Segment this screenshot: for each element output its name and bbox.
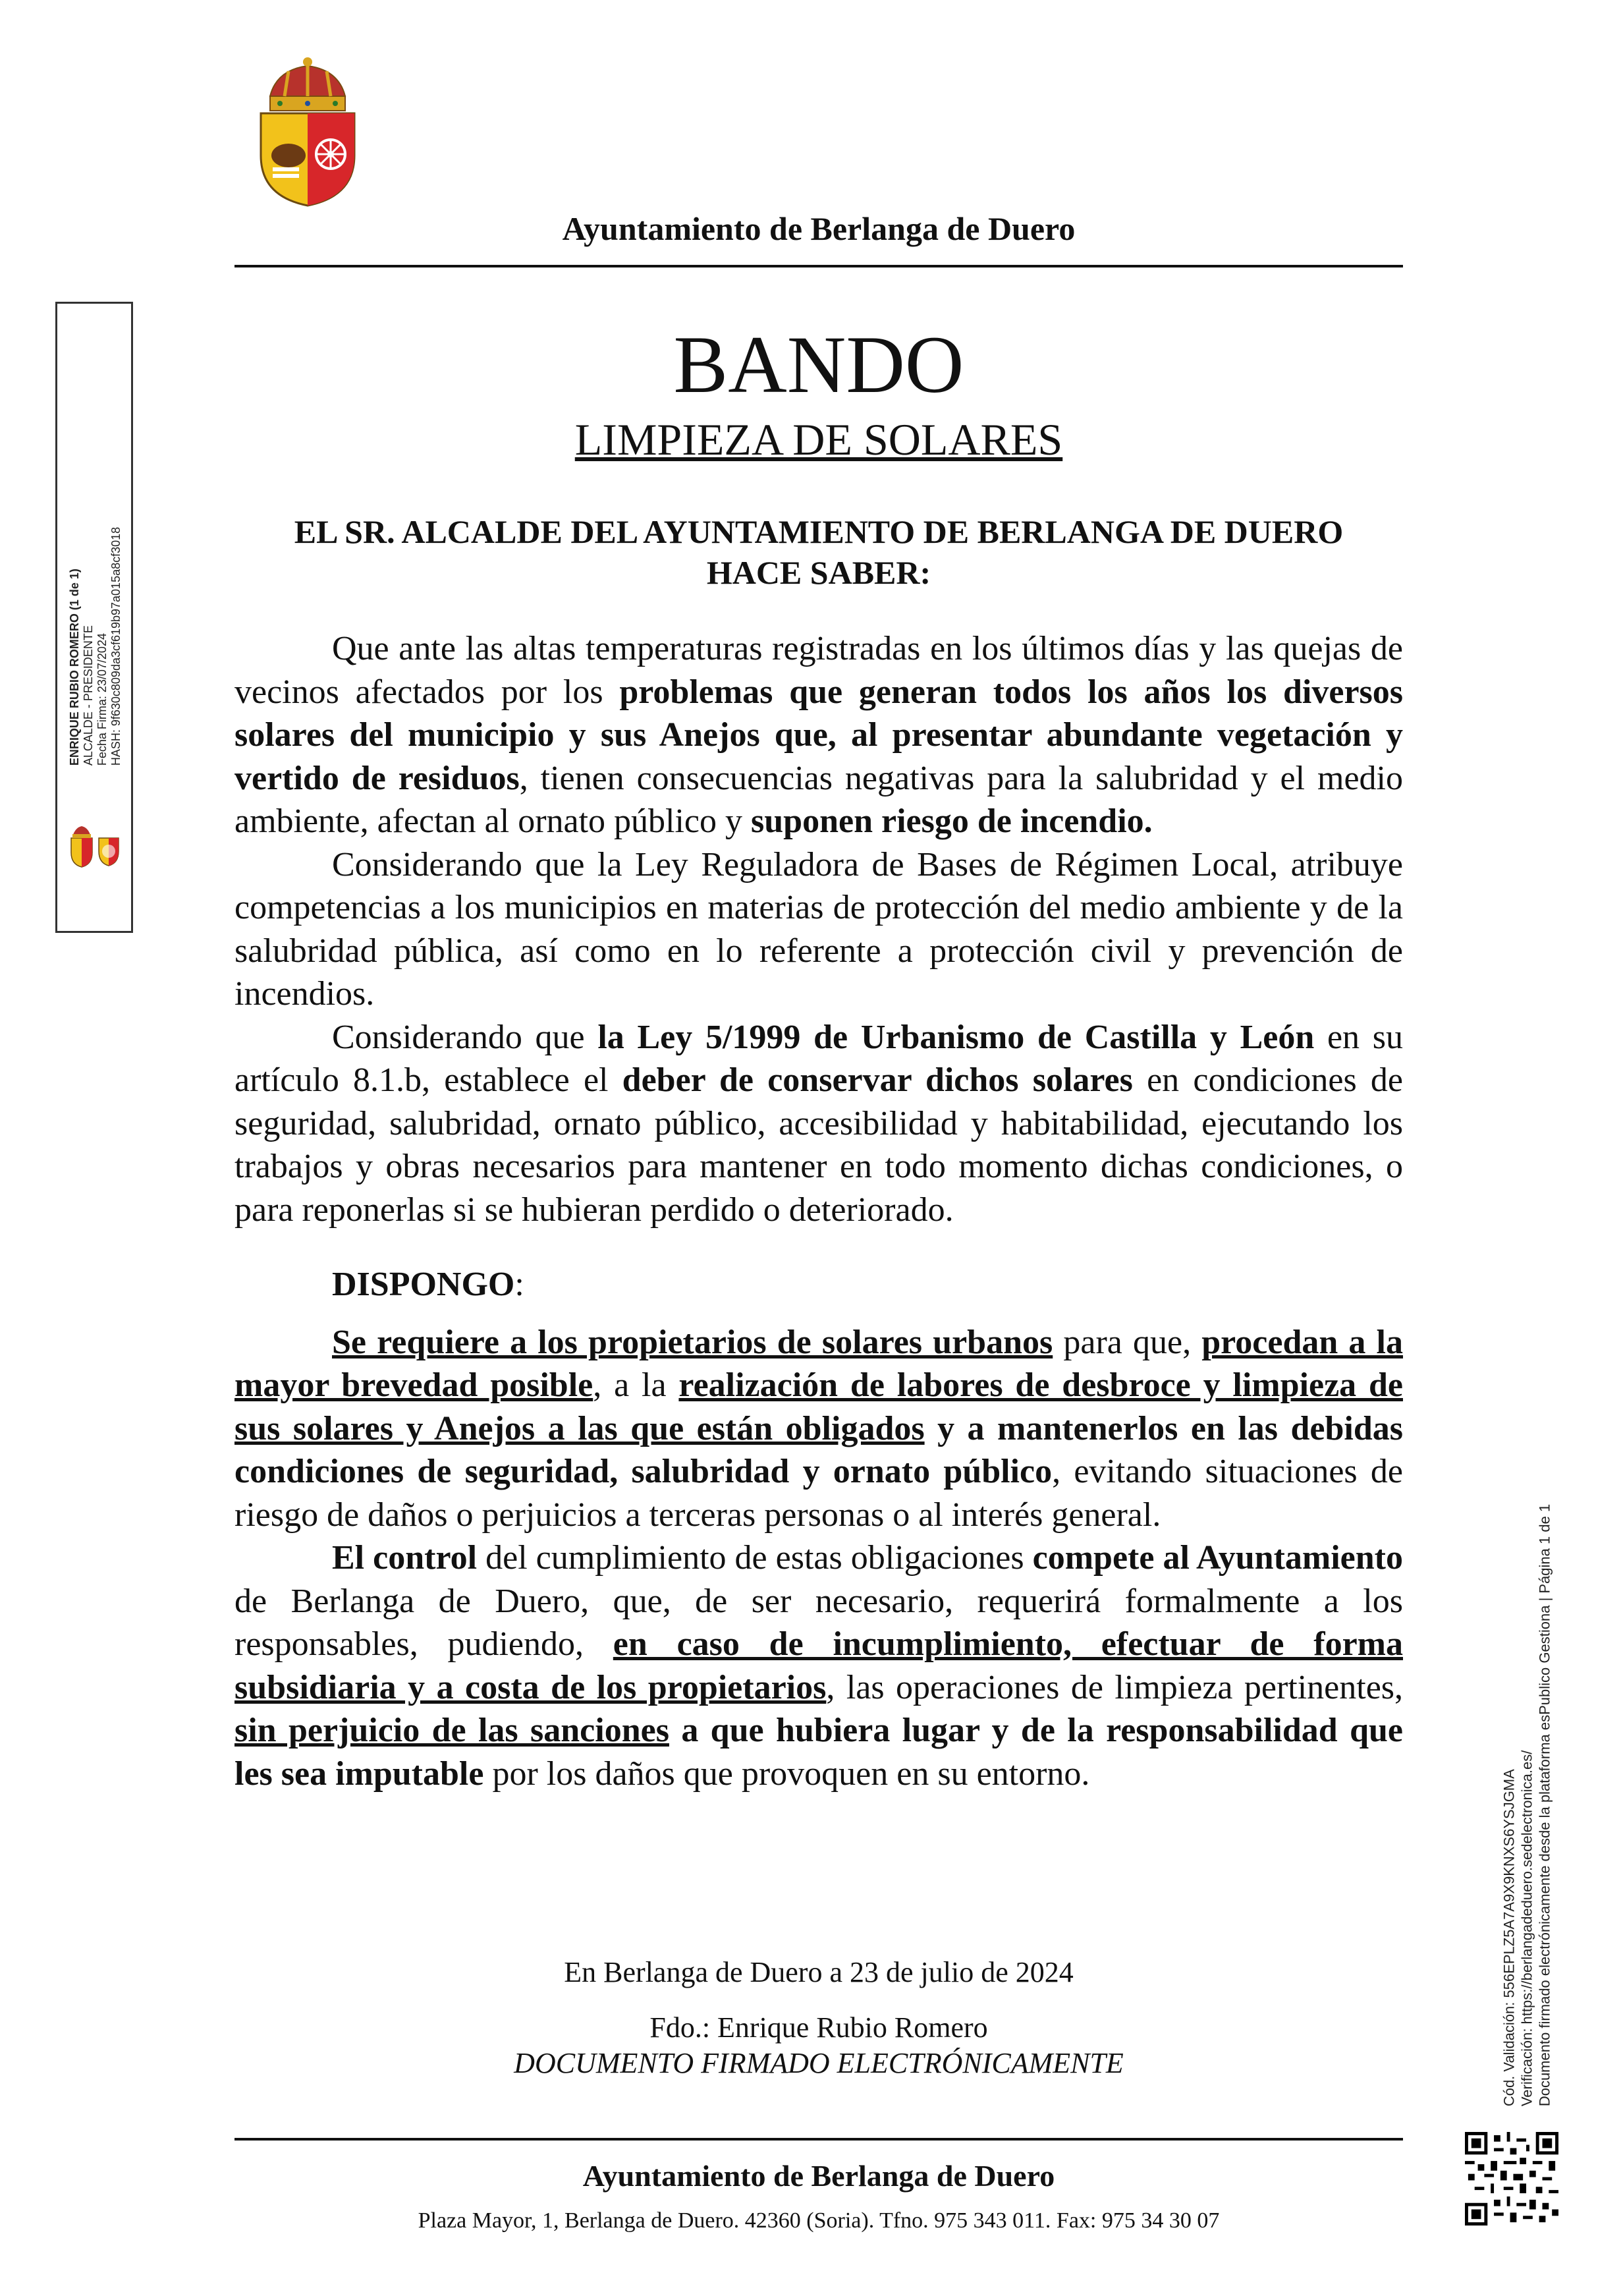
announcement-heading xyxy=(234,511,1403,593)
stamp-coat-of-arms-icon xyxy=(66,824,123,868)
p3-bold-1: la Ley 5/1999 de Urbanismo de Castilla y León xyxy=(597,1018,1315,1056)
validation-code: Cód. Validación: 556EPLZ5A7A9X9KNXS6YSJGMA xyxy=(1500,1769,1518,2107)
paragraph-4 xyxy=(234,1321,1403,1537)
validation-url[interactable]: Verificación: https://berlangadeduero.sedelectronica.es/ xyxy=(1518,1750,1535,2107)
p5-bold-underline-1: en caso de incumplimiento, efectuar de forma subsidiaria y a costa de los propietarios xyxy=(234,1625,1403,1706)
p5-bold-2: compete al Ayuntamiento xyxy=(1032,1539,1403,1577)
stamp-sign-date: Fecha Firma: 23/07/2024 xyxy=(96,633,109,766)
dispongo-colon: : xyxy=(514,1266,524,1303)
p5-bold-3: a que hubiera lugar y de la responsabilidad que les sea imputable xyxy=(234,1712,1404,1793)
date-line: En Berlanga de Duero a 23 de julio de 2024 xyxy=(564,1956,1074,1988)
paragraph-1 xyxy=(234,627,1403,843)
signature-stamp-text xyxy=(68,527,123,766)
document-subtitle: LIMPIEZA DE SOLARES xyxy=(574,414,1063,464)
validation-strip xyxy=(1500,1504,1554,2106)
announcement-line-1: EL SR. ALCALDE DEL AYUNTAMIENTO DE BERLANGA DE DUERO xyxy=(294,513,1344,550)
paragraph-3 xyxy=(234,1016,1403,1232)
p3-text-2: en su artículo 8.1.b, establece el xyxy=(234,1018,1403,1099)
dispongo-heading xyxy=(234,1263,1403,1306)
footer-divider xyxy=(234,2138,1403,2141)
p4-bold-1: y a mantenerlos en las debidas condiciones de seguridad, salubridad y ornato público xyxy=(234,1409,1403,1490)
paragraph-5 xyxy=(234,1536,1403,1795)
signer-line: Fdo.: Enrique Rubio Romero xyxy=(649,2011,988,2044)
p5-text-1: del cumplimiento de estas obligaciones xyxy=(477,1539,1033,1577)
p4-text-3: , evitando situaciones de riesgo de daños o perjuicios a terceras personas o al interés general. xyxy=(234,1453,1403,1534)
p5-text-3: , las operaciones de limpieza pertinentes, xyxy=(826,1668,1404,1706)
document-title: BANDO xyxy=(673,320,964,410)
p4-text-2: , a la xyxy=(593,1366,679,1404)
p5-text-2: de Berlanga de Duero, que, de ser necesario, requerirá formalmente a los responsables, pudiendo, xyxy=(234,1582,1403,1663)
stamp-signer-role: ALCALDE - PRESIDENTE xyxy=(82,625,95,766)
p4-bold-underline-1: Se requiere a los propietarios de solares urbanos xyxy=(332,1323,1053,1361)
p1-text-1: Que ante las altas temperaturas registradas en los últimos días y las quejas de vecinos afectados por los xyxy=(234,630,1403,711)
dispongo-label: DISPONGO xyxy=(332,1266,515,1303)
p1-bold-2: suponen riesgo de incendio. xyxy=(751,802,1153,840)
paragraph-2: Considerando que la Ley Reguladora de Bases de Régimen Local, atribuye competencias a los municipios en materias de protección del medio ambiente y de la salubridad pública, así como en lo referente a protección civil y prevención de incendios. xyxy=(234,845,1403,1013)
p3-bold-2: deber de conservar dichos solares xyxy=(622,1061,1133,1099)
p5-text-4: por los daños que provoquen en su entorno. xyxy=(483,1754,1090,1793)
body-text xyxy=(234,627,1403,1795)
p1-bold-1: problemas que generan todos los años los diversos solares del municipio y sus Anejos que, al presentar abundante vegetación y vertido de residuos xyxy=(234,673,1403,797)
announcement-line-2: HACE SABER: xyxy=(706,554,931,591)
header-municipality: Ayuntamiento de Berlanga de Duero xyxy=(562,210,1076,247)
p4-bold-underline-3: realización de labores de desbroce y limpieza de sus solares y Anejos a las que están obligados xyxy=(234,1366,1403,1447)
p5-bold-underline-2: sin perjuicio de las sanciones xyxy=(234,1712,669,1749)
p4-bold-underline-2: procedan a la mayor brevedad posible xyxy=(234,1323,1403,1404)
stamp-signer-name: ENRIQUE RUBIO ROMERO (1 de 1) xyxy=(68,569,81,766)
header-divider xyxy=(234,265,1403,267)
electronic-signature-note: DOCUMENTO FIRMADO ELECTRÓNICAMENTE xyxy=(514,2047,1124,2079)
p3-text-3: en condiciones de seguridad, salubridad, ornato público, accesibilidad y habitabilidad, ejecutando los trabajos y obras necesarios para mantener en todo momento dichas condiciones, o para reponerlas si se hubieran perdido o deteriorado. xyxy=(234,1061,1404,1229)
stamp-hash: HASH: 9f630c809da3cf619b97a015a8cf3018 xyxy=(109,526,123,766)
p3-text-1: Considerando que xyxy=(332,1018,598,1056)
p1-text-2: , tienen consecuencias negativas para la salubridad y el medio ambiente, afectan al ornato público y xyxy=(234,759,1403,840)
validation-platform: Documento firmado electrónicamente desde la plataforma esPublico Gestiona | Página 1 de 1 xyxy=(1536,1503,1553,2107)
p4-text-1: para que, xyxy=(1053,1323,1202,1361)
footer-municipality: Ayuntamiento de Berlanga de Duero xyxy=(582,2159,1055,2193)
p5-bold-1: El control xyxy=(332,1539,478,1577)
qr-code-icon[interactable] xyxy=(1465,2132,1558,2226)
coat-of-arms-logo xyxy=(250,57,365,208)
footer-address: Plaza Mayor, 1, Berlanga de Duero. 42360 (Soria). Tfno. 975 343 011. Fax: 975 34 30 07 xyxy=(418,2208,1220,2233)
